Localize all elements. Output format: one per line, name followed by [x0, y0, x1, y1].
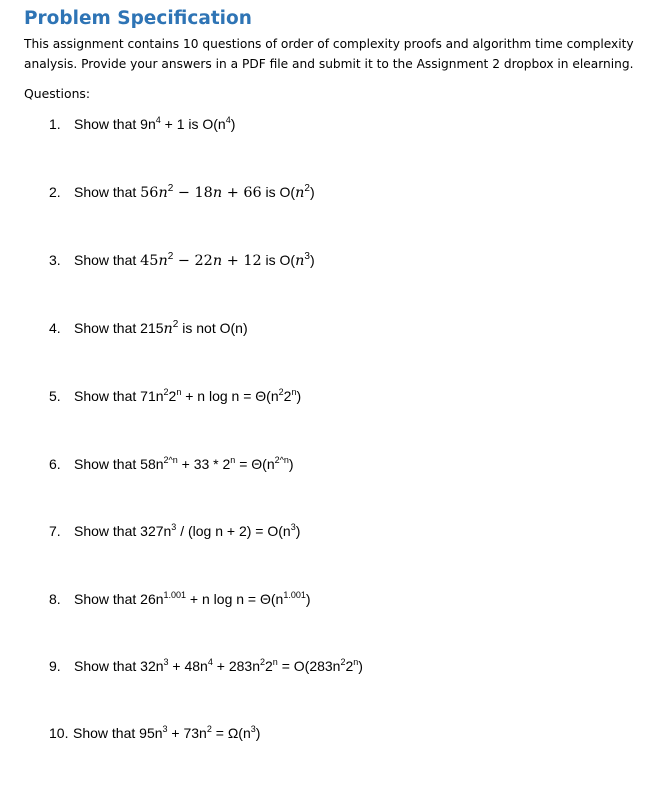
exponent: 3	[171, 522, 177, 532]
question-text: = Θ(n	[235, 456, 275, 472]
question-text: + 48n	[168, 658, 208, 674]
exponent: n	[291, 387, 297, 397]
question-6	[49, 455, 294, 473]
exponent: 2	[304, 183, 310, 194]
question-text: Show that 215	[74, 320, 164, 336]
question-4	[49, 319, 248, 338]
question-text: / (log n + 2) = O(n	[176, 523, 291, 539]
question-number: 5.	[49, 388, 61, 404]
question-number: 10.	[49, 725, 69, 741]
exponent: 3	[290, 522, 296, 532]
question-number: 3.	[49, 252, 61, 268]
question-text: Show that 32n	[74, 658, 164, 674]
exponent: 2^n	[163, 455, 178, 465]
math-term: − 18	[173, 185, 213, 201]
question-text: + n log n = Θ(n	[181, 388, 279, 404]
question-text: + 73n	[167, 725, 207, 741]
question-2	[49, 183, 315, 202]
question-text: = Ω(n	[211, 725, 251, 741]
page-title: Problem Specification	[24, 8, 252, 29]
question-3	[49, 251, 315, 270]
question-text: )	[309, 184, 315, 200]
question-text: )	[295, 523, 301, 539]
question-number: 9.	[49, 658, 61, 674]
math-variable: n	[295, 185, 305, 201]
exponent: n	[176, 387, 182, 397]
exponent: n	[230, 455, 236, 465]
question-text: is O(	[261, 252, 296, 268]
question-text: + 283n	[212, 658, 260, 674]
question-text: = O(283n	[277, 658, 341, 674]
question-number: 6.	[49, 456, 61, 472]
question-text: is O(	[261, 184, 296, 200]
exponent: 2	[172, 319, 179, 330]
exponent: 2	[206, 724, 212, 734]
question-text: Show that 26n	[74, 591, 164, 607]
question-text: 2	[283, 388, 292, 404]
question-text: Show that 95n	[73, 725, 163, 741]
math-term: + 12	[222, 253, 262, 269]
exponent: n	[272, 657, 278, 667]
math-variable: n	[163, 321, 173, 337]
question-text: )	[309, 252, 315, 268]
math-term: − 22	[173, 253, 213, 269]
exponent: 2^n	[274, 455, 289, 465]
exponent: 3	[304, 251, 310, 262]
exponent: 4	[155, 115, 161, 125]
exponent: 3	[162, 724, 168, 734]
question-text: + n log n = Θ(n	[186, 591, 284, 607]
question-number: 4.	[49, 320, 61, 336]
exponent: 1.001	[163, 590, 187, 600]
question-text: Show that	[74, 184, 141, 200]
questions-heading: Questions:	[24, 86, 91, 101]
exponent: 1.001	[283, 590, 306, 600]
question-text: )	[288, 456, 294, 472]
question-text: Show that 9n	[74, 116, 156, 132]
exponent: 3	[250, 724, 256, 734]
math-term: 56	[140, 185, 159, 201]
question-text: 2	[168, 388, 177, 404]
math-variable: n	[158, 253, 168, 269]
question-5	[49, 387, 301, 405]
math-variable: n	[212, 185, 223, 201]
question-text: )	[230, 116, 236, 132]
question-number: 8.	[49, 591, 61, 607]
question-text: Show that 58n	[74, 456, 164, 472]
exponent: 2	[167, 251, 174, 262]
question-8	[49, 590, 311, 608]
question-text: 2	[265, 658, 273, 674]
question-number: 1.	[49, 116, 61, 132]
exponent: 2	[259, 657, 265, 667]
question-text: is not O(n)	[178, 320, 248, 336]
question-text: )	[358, 658, 363, 674]
question-10	[49, 724, 260, 742]
question-text: 2	[345, 658, 354, 674]
question-text: )	[255, 725, 261, 741]
question-7	[49, 522, 300, 540]
exponent: 2	[340, 657, 346, 667]
assignment-intro: This assignment contains 10 questions of order of complexity proofs and algorithm time complexity analysis. Provide your answers in a PDF file and submit it to the Assignment 2 dropbox in elearning.	[24, 37, 634, 71]
question-9	[49, 657, 363, 675]
exponent: 2	[167, 183, 174, 194]
question-text: Show that 327n	[74, 523, 172, 539]
exponent: 4	[225, 115, 231, 125]
exponent: 2	[163, 387, 169, 397]
question-text: Show that 71n	[74, 388, 164, 404]
question-number: 2.	[49, 184, 61, 200]
exponent: 3	[163, 657, 169, 667]
question-text: + 1 is O(n	[160, 116, 226, 132]
exponent: n	[353, 657, 359, 667]
question-text: )	[305, 591, 311, 607]
math-variable: n	[295, 253, 305, 269]
question-text: )	[296, 388, 302, 404]
math-term: + 66	[222, 185, 262, 201]
question-text: Show that	[74, 252, 141, 268]
question-text: + 33 * 2	[177, 456, 231, 472]
question-1	[49, 115, 235, 133]
math-variable: n	[158, 185, 168, 201]
exponent: 4	[207, 657, 213, 667]
math-term: 45	[140, 253, 159, 269]
exponent: 2	[278, 387, 284, 397]
math-variable: n	[212, 253, 223, 269]
question-number: 7.	[49, 523, 61, 539]
